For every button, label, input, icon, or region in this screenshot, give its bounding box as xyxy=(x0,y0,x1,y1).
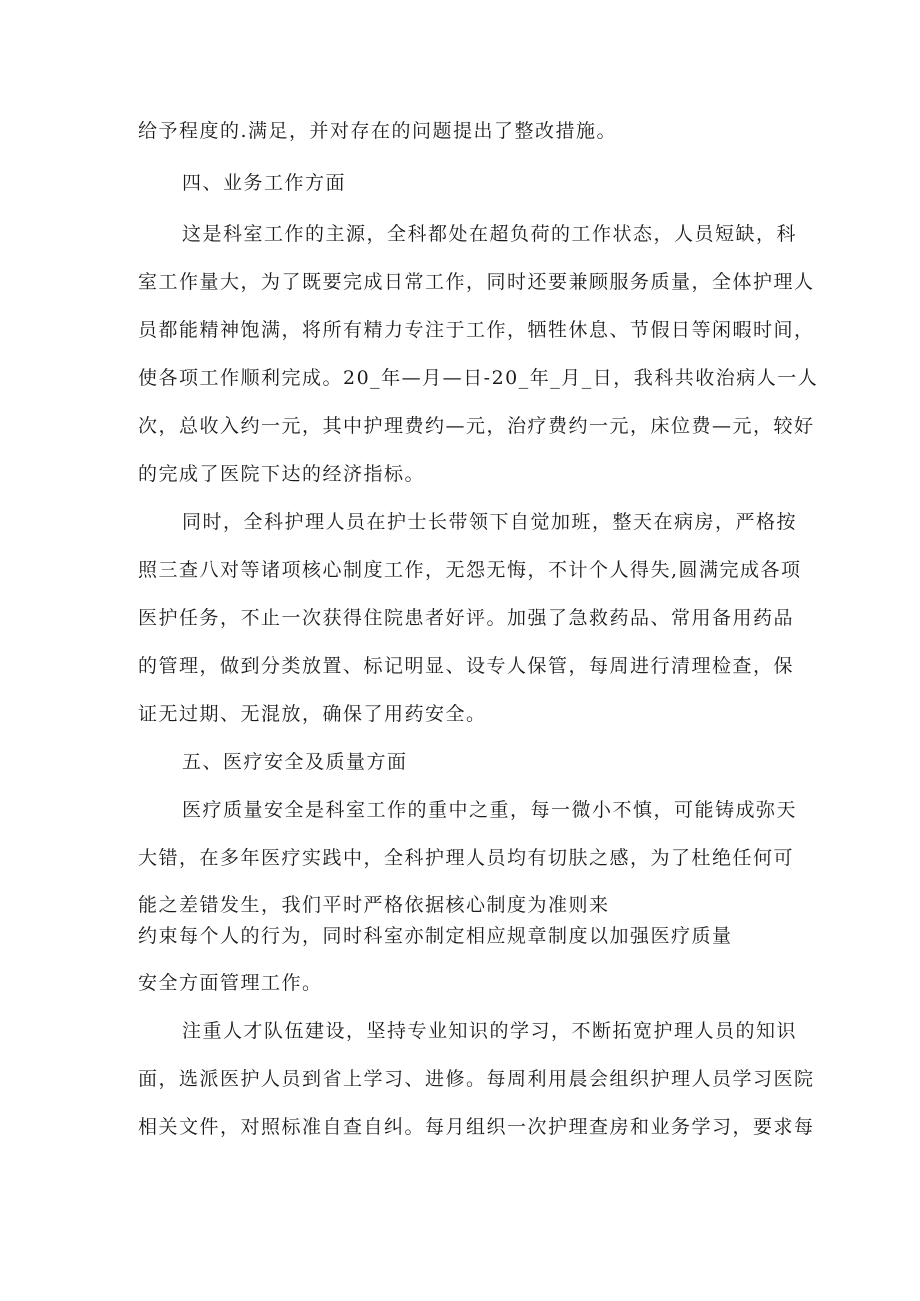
text-line: 给予程度的.满足，并对存在的问题提出了整改措施。 xyxy=(138,120,618,142)
text-line: 注重人才队伍建设，坚持专业知识的学习，不断拓宽护理人员的知识 xyxy=(182,1020,798,1042)
text-line: 医疗质量安全是科室工作的重中之重，每一微小不慎，可能铸成弥天 xyxy=(182,799,798,821)
text-line: 大错，在多年医疗实践中，全科护理人员均有切肤之感，为了杜绝任何可 xyxy=(138,847,795,869)
text-line: 证无过期、无混放，确保了用药安全。 xyxy=(138,703,487,725)
text-line: 约束每个人的行为，同时科室亦制定相应规章制度以加强医疗质量 xyxy=(138,925,733,947)
text-line: 的管理，做到分类放置、标记明显、设专人保管，每周进行清理检查，保 xyxy=(138,655,795,677)
text-line: 能之差错发生，我们平时严格依据核心制度为准则来 xyxy=(138,894,610,916)
text-line: 面，选派医护人员到省上学习、进修。每周利用晨会组织护理人员学习医院 xyxy=(138,1068,815,1090)
text-line: 医护任务，不止一次获得住院患者好评。加强了急救药品、常用备用药品 xyxy=(138,607,795,629)
section-heading: 五、医疗安全及质量方面 xyxy=(182,751,408,773)
text-line: 的完成了医院下达的经济指标。 xyxy=(138,463,426,485)
text-line: 照三查八对等诸项核心制度工作，无怨无悔，不计个人得失,圆满完成各项 xyxy=(138,559,802,581)
text-line: 室工作量大，为了既要完成日常工作，同时还要兼顾服务质量，全体护理人 xyxy=(138,271,815,293)
text-line: 员都能精神饱满，将所有精力专注于工作，牺牲休息、节假日等闲暇时间， xyxy=(138,319,815,341)
text-line: 同时，全科护理人员在护士长带领下自觉加班，整天在病房，严格按 xyxy=(182,511,798,533)
text-line: 这是科室工作的主源，全科都处在超负荷的工作状态，人员短缺，科 xyxy=(182,223,798,245)
section-heading: 四、业务工作方面 xyxy=(182,172,347,194)
text-line: 使各项工作顺利完成。20_年—月—日-20_年_月_日，我科共收治病人一人 xyxy=(138,367,819,389)
text-line: 相关文件，对照标准自查自纠。每月组织一次护理查房和业务学习，要求每 xyxy=(138,1116,815,1138)
text-line: 安全方面管理工作。 xyxy=(138,972,323,994)
text-line: 次，总收入约一元，其中护理费约—元，治疗费约一元，床位费—元，较好 xyxy=(138,415,815,437)
